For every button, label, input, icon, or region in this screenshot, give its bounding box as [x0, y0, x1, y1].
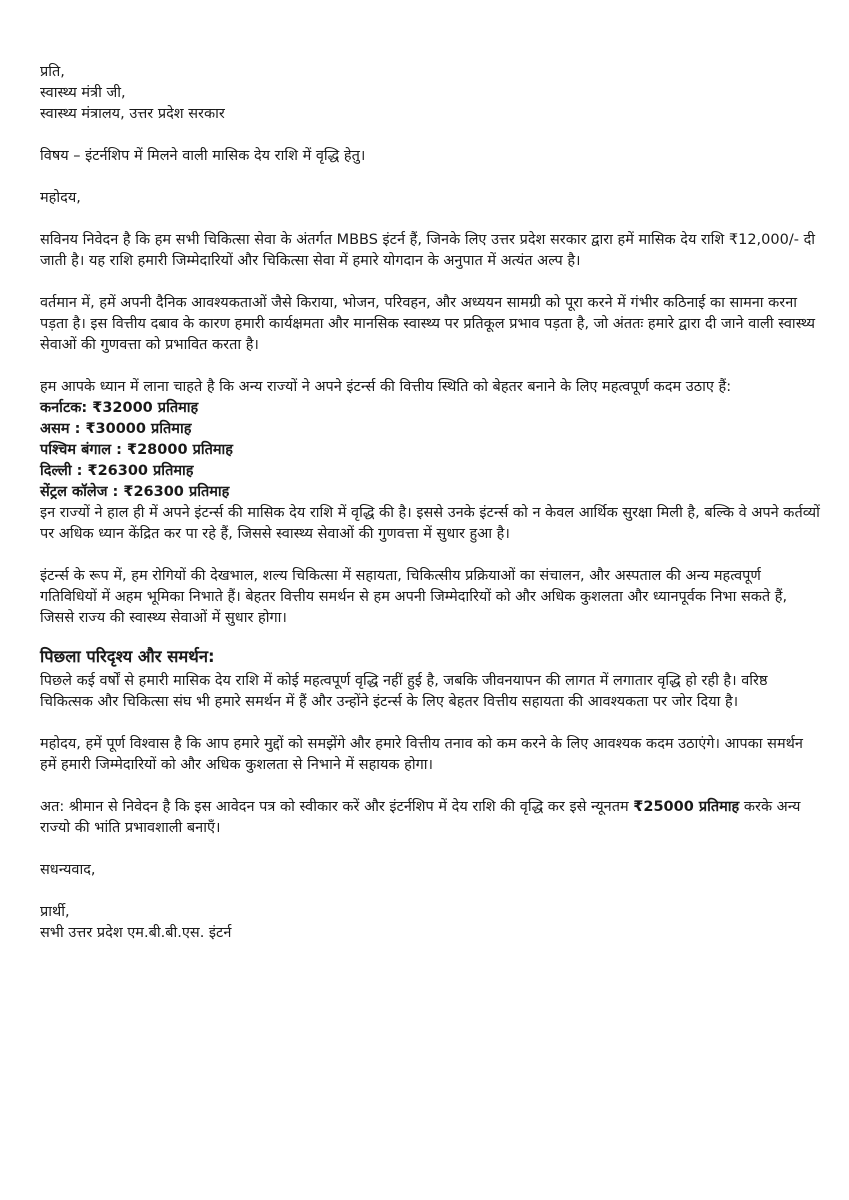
paragraph-trust: महोदय, हमें पूर्ण विश्वास है कि आप हमारे मुद्दों को समझेंगे और हमारे वित्तीय तनाव को कम करने के लिए आवश्यक कदम उठाएंगे। आपका समर्थन हमें हमारी जिम्मेदारियों को और अधिक कुशलता से निभाने में सहायक होगा। [40, 736, 803, 773]
salutation: महोदय, [40, 190, 81, 206]
request-text-before: अत: श्रीमान से निवेदन है कि इस आवेदन पत्र को स्वीकार करें और इंटर्नशिप में देय राशि की वृद्धि कर इसे न्यूनतम [40, 799, 634, 815]
request-text-after: करके अन्य राज्यो की भांति प्रभावशाली बनाएँ। [40, 799, 801, 836]
paragraph-intro: सविनय निवेदन है कि हम सभी चिकित्सा सेवा के अंतर्गत MBBS इंटर्न हैं, जिनके लिए उत्तर प्रदेश सरकार द्वारा हमें मासिक देय राशि ₹12,000/- दी जाती है। यह राशि हमारी जिम्मेदारियों और चिकित्सा सेवा में हमारे योगदान के अनुपात में अत्यंत अल्प है। [40, 232, 816, 269]
paragraph-other-states-intro: हम आपके ध्यान में लाना चाहते है कि अन्य राज्यों ने अपने इंटर्न्स की वित्तीय स्थिति को बेहतर बनाने के लिए महत्वपूर्ण कदम उठाए हैं: [40, 379, 732, 395]
signature-line-2: सभी उत्तर प्रदेश एम.बी.बी.एस. इंटर्न [40, 925, 232, 941]
state-stipend-item: कर्नाटक: ₹32000 प्रतिमाह [40, 400, 199, 416]
request-amount: ₹25000 प्रतिमाह [633, 799, 740, 815]
state-stipend-item: पश्चिम बंगाल : ₹28000 प्रतिमाह [40, 442, 233, 458]
closing: सधन्यवाद, [40, 862, 96, 878]
signature-line-1: प्रार्थी, [40, 904, 70, 920]
state-stipend-item: असम : ₹30000 प्रतिमाह [40, 421, 192, 437]
signature-block [40, 902, 820, 944]
paragraph-background: पिछले कई वर्षों से हमारी मासिक देय राशि में कोई महत्वपूर्ण वृद्धि नहीं हुई है, जबकि जीवनयापन की लागत में लगातार वृद्धि हो रही है। वरिष्ठ चिकित्सक और चिकित्सा संघ भी हमारे समर्थन में हैं और उन्होंने इंटर्न्स के लिए बेहतर वित्तीय सहायता की आवश्यकता पर जोर दिया है। [40, 673, 768, 710]
paragraph-intern-role: इंटर्न्स के रूप में, हम रोगियों की देखभाल, शल्य चिकित्सा में सहायता, चिकित्सीय प्रक्रियाओं का संचालन, और अस्पताल की अन्य महत्वपूर्ण गतिविधियों में अहम भूमिका निभाते हैं। बेहतर वित्तीय समर्थन से हम अपनी जिम्मेदारियों को और अधिक कुशलता और ध्यानपूर्वक निभा सकते हैं, जिससे राज्य की स्वास्थ्य सेवाओं में सुधार होगा। [40, 568, 788, 626]
paragraph-hardship: वर्तमान में, हमें अपनी दैनिक आवश्यकताओं जैसे किराया, भोजन, परिवहन, और अध्ययन सामग्री को पूरा करने में गंभीर कठिनाई का सामना करना पड़ता है। इस वित्तीय दबाव के कारण हमारी कार्यक्षमता और मानसिक स्वास्थ्य पर प्रतिकूल प्रभाव पड़ता है, जो अंततः हमारे द्वारा दी जाने वाली स्वास्थ्य सेवाओं की गुणवत्ता को प्रभावित करता है। [40, 295, 816, 353]
recipient-block [40, 62, 820, 125]
section-heading: पिछला परिदृश्य और समर्थन: [40, 647, 215, 666]
paragraph-request [40, 797, 820, 839]
state-stipend-item: सेंट्रल कॉलेज : ₹26300 प्रतिमाह [40, 484, 230, 500]
recipient-line-3: स्वास्थ्य मंत्रालय, उत्तर प्रदेश सरकार [40, 106, 225, 122]
subject-line: विषय – इंटर्नशिप में मिलने वाली मासिक देय राशि में वृद्धि हेतु। [40, 148, 366, 164]
letter-page [40, 62, 820, 944]
recipient-line-2: स्वास्थ्य मंत्री जी, [40, 85, 126, 101]
state-stipend-item: दिल्ली : ₹26300 प्रतिमाह [40, 463, 194, 479]
recipient-line-1: प्रति, [40, 64, 65, 80]
state-stipend-list [40, 398, 820, 503]
paragraph-other-states-result: इन राज्यों ने हाल ही में अपने इंटर्न्स की मासिक देय राशि में वृद्धि की है। इससे उनके इंटर्न्स को न केवल आर्थिक सुरक्षा मिली है, बल्कि वे अपने कर्तव्यों पर अधिक ध्यान केंद्रित कर पा रहे हैं, जिससे स्वास्थ्य सेवाओं की गुणवत्ता में सुधार हुआ है। [40, 505, 820, 542]
